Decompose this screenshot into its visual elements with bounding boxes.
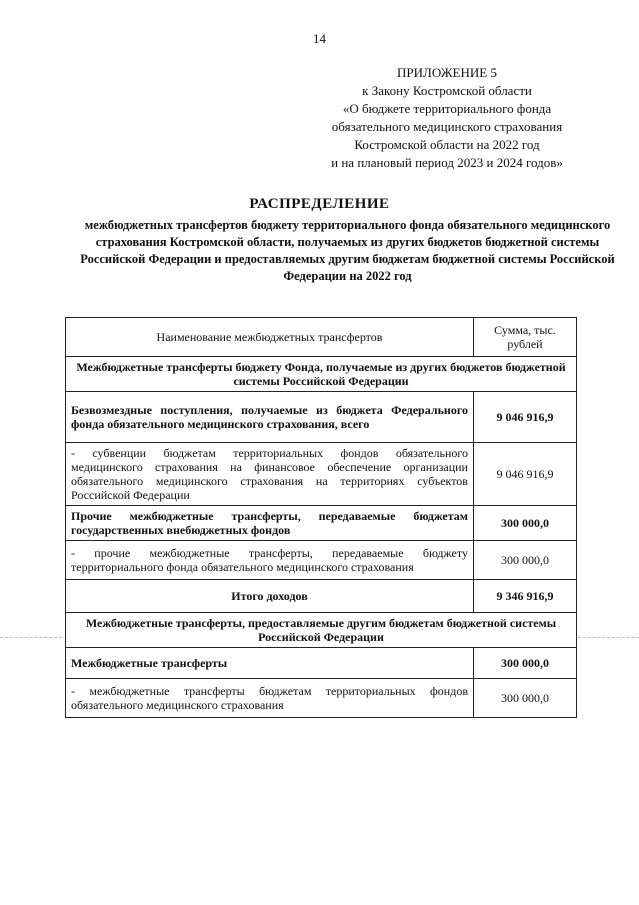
row-name: - межбюджетные трансферты бюджетам территориальных фондов обязательного медицинского страхования [66, 679, 474, 718]
row-sum: 300 000,0 [473, 679, 576, 718]
row-name: - прочие межбюджетные трансферты, передаваемые бюджету территориального фонда обязательного медицинского страхования [66, 541, 474, 580]
transfers-table [65, 317, 577, 718]
table-row [66, 648, 577, 679]
appendix-line: «О бюджете территориального фонда [342, 101, 552, 116]
table-header-row [66, 318, 577, 357]
document-subtitle: межбюджетных трансфертов бюджету территориального фонда обязательного медицинского страхования Костромской области, получаемых из других бюджетов бюджетной системы Российской Федерации и предоставляемых другим бюджетам бюджетной системы Российской Федерации на 2022 год [80, 218, 615, 283]
appendix-line: Костромской области на 2022 год [354, 137, 540, 152]
appendix-line: к Закону Костромской области [362, 83, 532, 98]
table-row [66, 541, 577, 580]
scan-artifact-line [0, 637, 62, 638]
row-sum: 300 000,0 [473, 648, 576, 679]
page-number: 14 [313, 31, 326, 46]
section-heading: Межбюджетные трансферты, предоставляемые другим бюджетам бюджетной системы Российской Федерации [66, 613, 577, 648]
section-heading: Межбюджетные трансферты бюджету Фонда, получаемые из других бюджетов бюджетной системы Российской Федерации [66, 357, 577, 392]
appendix-header [287, 64, 607, 172]
appendix-line: обязательного медицинского страхования [331, 119, 563, 134]
row-name: Межбюджетные трансферты [66, 648, 474, 679]
header-name: Наименование межбюджетных трансфертов [66, 318, 474, 357]
total-sum: 9 346 916,9 [473, 580, 576, 613]
total-label: Итого доходов [66, 580, 474, 613]
row-name: Прочие межбюджетные трансферты, передаваемые бюджетам государственных внебюджетных фондов [66, 506, 474, 541]
scan-artifact-line [578, 637, 639, 638]
table-row [66, 613, 577, 648]
row-name: Безвозмездные поступления, получаемые из бюджета Федерального фонда обязательного медицинского страхования, всего [66, 392, 474, 443]
appendix-line: ПРИЛОЖЕНИЕ 5 [397, 65, 497, 80]
table-row [66, 392, 577, 443]
appendix-line: и на плановый период 2023 и 2024 годов» [331, 155, 563, 170]
row-sum: 300 000,0 [473, 541, 576, 580]
table-row [66, 506, 577, 541]
document-title: РАСПРЕДЕЛЕНИЕ [249, 196, 390, 212]
table-row [66, 357, 577, 392]
row-sum: 9 046 916,9 [473, 443, 576, 506]
table-row [66, 679, 577, 718]
row-name: - субвенции бюджетам территориальных фондов обязательного медицинского страхования на финансовое обеспечение организации обязательного медицинского страхования на территориях субъектов Российской Федерации [66, 443, 474, 506]
row-sum: 9 046 916,9 [473, 392, 576, 443]
table-row [66, 580, 577, 613]
header-sum: Сумма, тыс. рублей [473, 318, 576, 357]
row-sum: 300 000,0 [473, 506, 576, 541]
table-row [66, 443, 577, 506]
